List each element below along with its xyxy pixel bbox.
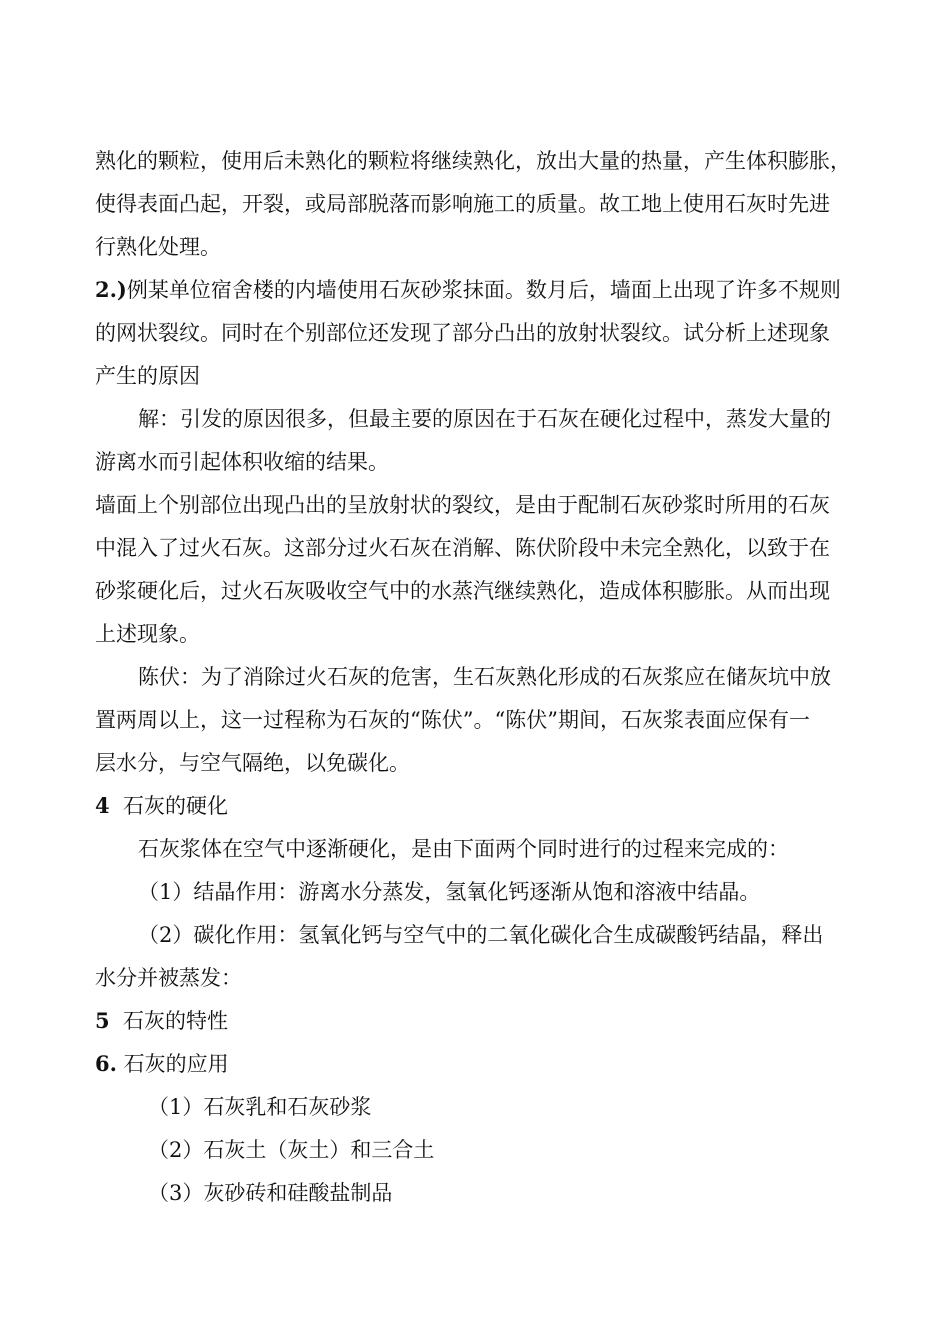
paragraph-line: 墙面上个别部位出现凸出的呈放射状的裂纹，是由于配制石灰砂浆时所用的石灰 [95, 493, 830, 517]
answer-line: 游离水而引起体积收缩的结果。 [95, 450, 389, 474]
chenfu-line: 层水分，与空气隔绝，以免碳化。 [95, 751, 410, 775]
application-item: （3）灰砂砖和硅酸盐制品 [148, 1181, 393, 1205]
section-number: 4 [95, 793, 110, 818]
answer-line: 解：引发的原因很多，但最主要的原因在于石灰在硬化过程中，蒸发大量的 [138, 407, 831, 431]
chenfu-line: 陈伏：为了消除过火石灰的危害，生石灰熟化形成的石灰浆应在储灰坑中放 [138, 665, 831, 689]
paragraph-line: 熟化的颗粒，使用后未熟化的颗粒将继续熟化，放出大量的热量，产生体积膨胀， [95, 149, 851, 173]
paragraph-line: 中混入了过火石灰。这部分过火石灰在消解、陈伏阶段中未完全熟化，以致于在 [95, 536, 830, 560]
question-line: 的网状裂纹。同时在个别部位还发现了部分凸出的放射状裂纹。试分析上述现象 [95, 321, 830, 345]
hardening-item-2: （2）碳化作用：氢氧化钙与空气中的二氧化碳化合生成碳酸钙结晶，释出 [138, 923, 824, 947]
chenfu-line: 置两周以上，这一过程称为石灰的“陈伏”。“陈伏”期间，石灰浆表面应保有一 [95, 708, 810, 732]
section-title: 石灰的硬化 [122, 794, 228, 818]
section-heading-6 [95, 1050, 229, 1078]
section-title: 石灰的应用 [123, 1052, 229, 1076]
section-number: 5 [95, 1008, 110, 1033]
paragraph-line: 行熟化处理。 [95, 235, 221, 259]
section-heading-5 [95, 1007, 228, 1035]
application-item: （1）石灰乳和石灰砂浆 [148, 1095, 372, 1119]
question-number: 2.) [95, 277, 127, 302]
hardening-item-2-cont: 水分并被蒸发： [95, 966, 242, 990]
section-title: 石灰的特性 [122, 1009, 228, 1033]
paragraph-line: 砂浆硬化后，过火石灰吸收空气中的水蒸汽继续熟化，造成体积膨胀。从而出现 [95, 579, 830, 603]
paragraph-line: 使得表面凸起，开裂，或局部脱落而影响施工的质量。故工地上使用石灰时先进 [95, 192, 830, 216]
question-text: 例某单位宿舍楼的内墙使用石灰砂浆抹面。数月后，墙面上出现了许多不规则 [126, 278, 841, 302]
section-number: 6. [95, 1051, 117, 1076]
hardening-intro: 石灰浆体在空气中逐渐硬化，是由下面两个同时进行的过程来完成的： [138, 837, 789, 861]
question-line: 产生的原因 [95, 364, 200, 388]
section-heading-4 [95, 792, 228, 820]
application-item: （2）石灰土（灰土）和三合土 [148, 1138, 435, 1162]
question-line [95, 276, 841, 304]
hardening-item-1: （1）结晶作用：游离水分蒸发，氢氧化钙逐渐从饱和溶液中结晶。 [138, 880, 761, 904]
paragraph-line: 上述现象。 [95, 622, 200, 646]
